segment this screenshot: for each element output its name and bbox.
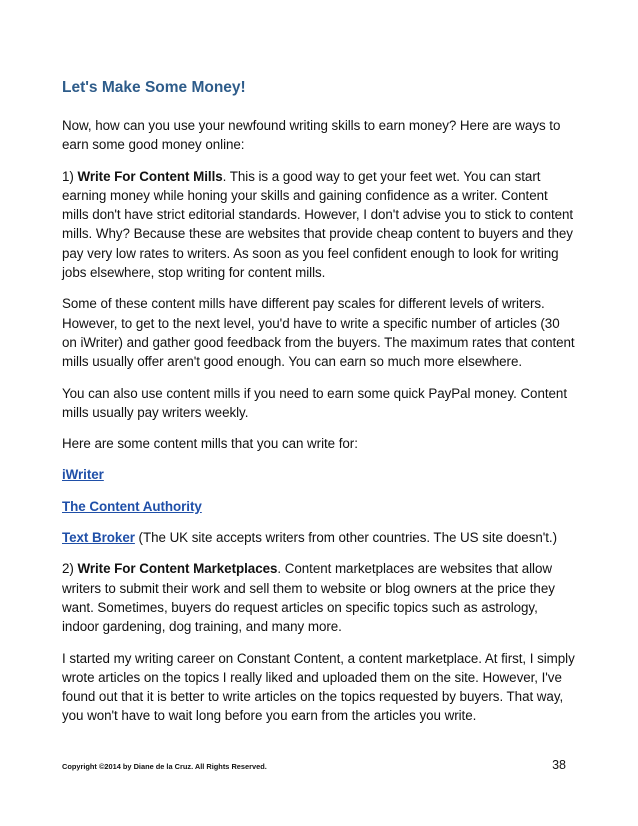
section-heading: Let's Make Some Money! xyxy=(62,79,246,96)
career-paragraph: I started my writing career on Constant Content, a content marketplace. At first, I simply wrote articles on the topics I really liked and uploaded them on the site. However, I've found out that it is better to write articles on the topics requested by buyers. That way, you won't have to wait long before you earn from the articles you write. xyxy=(62,650,575,724)
content-mills-text: . This is a good way to get your feet wet. You can start earning money while honing your skills and gaining confidence as a writer. Content mills don't have strict editorial standards. However, I don't advise you to stick to content mills. Why? Because these are websites that provide cheap content to buyers and they pay very low rates to writers. As soon as you feel confident enough to look for writing jobs elsewhere, stop writing for content mills. xyxy=(62,168,574,281)
intro-paragraph: Now, how can you use your newfound writing skills to earn money? Here are ways to earn some good money online: xyxy=(62,118,561,153)
content-authority-link-paragraph xyxy=(62,497,576,516)
text-broker-link[interactable]: Text Broker xyxy=(62,530,135,546)
pay-scales-paragraph: Some of these content mills have different pay scales for different levels of writers. However, to get to the next level, you'd have to write a specific number of articles (30 on iWriter) and gather good feedback from the buyers. The maximum rates that content mills usually offer aren't good enough. You can earn so much more elsewhere. xyxy=(62,296,575,370)
text-broker-note: (The UK site accepts writers from other countries. The US site doesn't.) xyxy=(134,530,558,546)
text-broker-paragraph xyxy=(62,528,576,547)
content-marketplaces-paragraph xyxy=(62,559,576,636)
content-marketplaces-title: Write For Content Marketplaces xyxy=(77,561,278,577)
page-number: 38 xyxy=(552,758,566,772)
iwriter-link[interactable]: iWriter xyxy=(62,467,104,483)
list-intro-paragraph: Here are some content mills that you can write for: xyxy=(62,436,358,452)
list-number: 2) xyxy=(62,561,74,577)
content-authority-link[interactable]: The Content Authority xyxy=(62,498,202,514)
content-mills-paragraph xyxy=(62,167,576,283)
paypal-paragraph: You can also use content mills if you need to earn some quick PayPal money. Content mills usually pay writers weekly. xyxy=(62,385,567,420)
iwriter-link-paragraph xyxy=(62,465,576,484)
content-marketplaces-text: . Content marketplaces are websites that allow writers to submit their work and sell them to website or blog owners at the price they want. Sometimes, buyers do request articles on specific topics such as astrology, indoor gardening, dog training, and many more. xyxy=(62,561,555,635)
copyright-notice: Copyright ©2014 by Diane de la Cruz. All Rights Reserved. xyxy=(62,762,267,771)
list-number: 1) xyxy=(62,168,74,184)
content-mills-title: Write For Content Mills xyxy=(77,168,223,184)
page-footer xyxy=(62,758,566,772)
